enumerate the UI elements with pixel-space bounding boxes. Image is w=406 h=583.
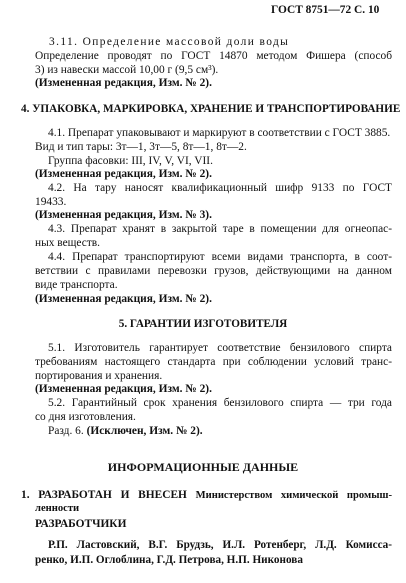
clause-3-11-text-1: Определение проводят по ГОСТ 14870 методом Фишера (способ xyxy=(35,50,392,62)
clause-3-11-text-2: 3) из навески массой 10,00 г (9,5 см³). xyxy=(35,64,219,76)
clause-4-3-text-1: 4.3. Препарат хранят в закрытой таре в помещении для огнеопас- xyxy=(48,223,392,235)
clause-4-4-text-1: 4.4. Препарат транспортируют всеми видами транспорта, в соот- xyxy=(48,251,392,263)
page-header: ГОСТ 8751—72 С. 10 xyxy=(271,4,380,16)
clause-5-2-text-1: 5.2. Гарантийный срок хранения бензилового спирта — три года xyxy=(48,397,392,409)
developers-names-1: Р.П. Ластовский, В.Г. Брудзь, И.Л. Ротенберг, Л.Д. Комисса- xyxy=(48,539,392,551)
developers-names-2: ренко, И.П. Оглоблина, Г.Д. Петрова, Н.П. Никонова xyxy=(35,554,303,566)
clause-3-11-edition-note: (Измененная редакция, Изм. № 2). xyxy=(35,77,212,89)
clause-4-2-text-1: 4.2. На тару наносят квалификационный шифр 9133 по ГОСТ xyxy=(48,182,392,194)
clause-4-1-text: 4.1. Препарат упаковывают и маркируют в соответствии с ГОСТ 3885. xyxy=(48,127,391,139)
section-4-title: 4. УПАКОВКА, МАРКИРОВКА, ХРАНЕНИЕ И ТРАНСПОРТИРОВАНИЕ xyxy=(21,103,401,115)
clause-4-4-edition-note: (Измененная редакция, Изм. № 2). xyxy=(35,293,212,305)
info-item-1-label: 1. РАЗРАБОТАН И ВНЕСЕН xyxy=(21,489,187,501)
clause-4-1-container-type: Вид и тип тары: 3т—1, 3т—5, 8т—1, 8т—2. xyxy=(35,141,247,153)
clause-5-1-edition-note: (Измененная редакция, Изм. № 2). xyxy=(35,383,212,395)
clause-5-1-text-3: портирования и хранения. xyxy=(35,370,163,382)
info-item-1-line-1 xyxy=(21,489,392,502)
clause-4-1-edition-note: (Измененная редакция, Изм. № 2). xyxy=(35,168,212,180)
section-5-title: 5. ГАРАНТИИ ИЗГОТОВИТЕЛЯ xyxy=(118,318,288,330)
clause-4-3-text-2: ных веществ. xyxy=(35,237,101,249)
clause-5-1-text-2: требованиям настоящего стандарта при соблюдении условий транс- xyxy=(35,356,392,368)
info-item-1-line-2: ленности xyxy=(35,503,80,514)
section-6-removed-note: (Исключен, Изм. № 2). xyxy=(86,425,203,437)
section-6-label: Разд. 6. xyxy=(48,425,84,437)
clause-3-11-title: 3.11. Определение массовой доли воды xyxy=(49,36,290,48)
clause-4-2-edition-note: (Измененная редакция, Изм. № 3). xyxy=(35,209,212,221)
info-item-1-organization: Министерством химической промыш- xyxy=(195,490,392,501)
developers-heading: РАЗРАБОТЧИКИ xyxy=(35,518,127,530)
info-data-title: ИНФОРМАЦИОННЫЕ ДАННЫЕ xyxy=(107,460,299,474)
clause-4-4-text-2: ветствии с правилами перевозки грузов, действующими на данном xyxy=(35,265,392,277)
clause-4-2-text-2: 19433. xyxy=(35,196,67,208)
clause-5-1-text-1: 5.1. Изготовитель гарантирует соответствие бензилового спирта xyxy=(48,342,392,354)
clause-5-2-text-2: со дня изготовления. xyxy=(35,411,136,423)
clause-4-4-text-3: виде транспорта. xyxy=(35,279,118,291)
clause-4-1-packing-group: Группа фасовки: III, IV, V, VI, VII. xyxy=(48,155,213,167)
section-6-note xyxy=(48,425,203,438)
